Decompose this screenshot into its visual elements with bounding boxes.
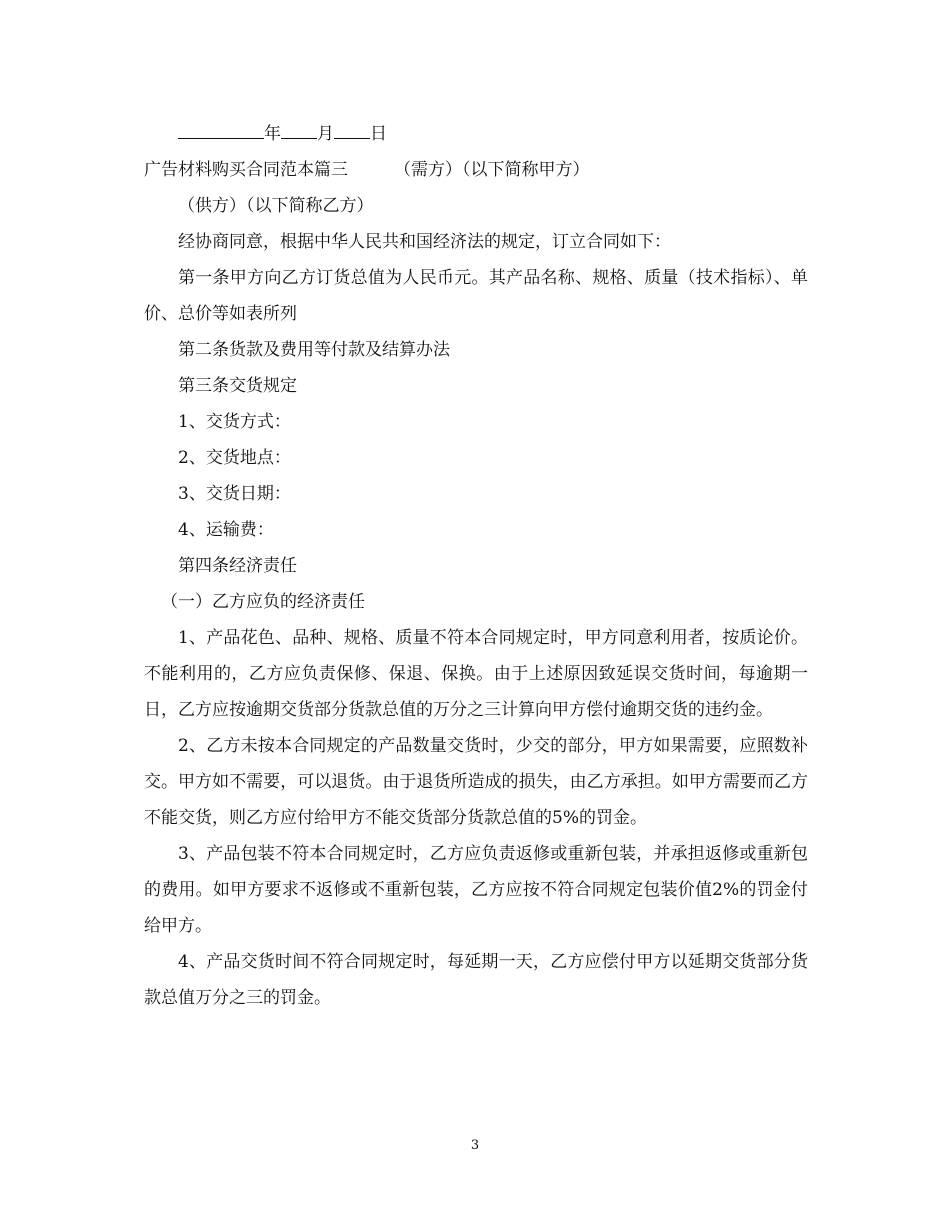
delivery-date: 3、交货日期： [178, 484, 291, 504]
date-line [144, 116, 808, 152]
page-number: 3 [470, 1138, 480, 1153]
document-body [144, 116, 808, 1016]
contract-title: 广告材料购买合同范本篇三 [144, 160, 348, 180]
clause-4-paragraph: 4、产品交货时间不符合同规定时，每延期一天，乙方应偿付甲方以延期交货部分货款总值万分之三的罚金。 [144, 952, 808, 1008]
subsection-1-heading: （一）乙方应负的经济责任 [161, 592, 365, 612]
article-2-heading: 第二条货款及费用等付款及结算办法 [178, 340, 450, 360]
day-char: 日 [370, 124, 387, 144]
intro-paragraph: 经协商同意，根据中华人民共和国经济法的规定，订立合同如下： [178, 232, 671, 252]
title-line [144, 152, 808, 188]
clause-1-paragraph: 1、产品花色、品种、规格、质量不符本合同规定时，甲方同意利用者，按质论价。不能利用的，乙方应负责保修、保退、保换。由于上述原因致延误交货时间，每逾期一日，乙方应按逾期交货部分货款总值的万分之三计算向甲方偿付逾期交货的违约金。 [144, 628, 808, 720]
buyer-label: （需方）（以下简称甲方） [394, 160, 590, 180]
delivery-method: 1、交货方式： [178, 412, 291, 432]
article-4-heading: 第四条经济责任 [178, 556, 297, 576]
month-blank [281, 116, 317, 139]
clause-3-paragraph: 3、产品包装不符本合同规定时，乙方应负责返修或重新包装，并承担返修或重新包的费用。如甲方要求不返修或不重新包装，乙方应按不符合同规定包装价值2%的罚金付给甲方。 [144, 844, 808, 936]
delivery-location: 2、交货地点： [178, 448, 291, 468]
day-blank [334, 116, 370, 139]
article-3-heading: 第三条交货规定 [178, 376, 297, 396]
year-blank [178, 116, 264, 139]
seller-line: （供方）（以下简称乙方） [178, 196, 374, 216]
transport-fee: 4、运输费： [178, 520, 274, 540]
month-char: 月 [317, 124, 334, 144]
article-1-paragraph: 第一条甲方向乙方订货总值为人民币元。其产品名称、规格、质量（技术指标）、单价、总价等如表所列 [144, 268, 808, 324]
clause-2-paragraph: 2、乙方未按本合同规定的产品数量交货时，少交的部分，甲方如果需要，应照数补交。甲方如不需要，可以退货。由于退货所造成的损失，由乙方承担。如甲方需要而乙方不能交货，则乙方应付给甲方不能交货部分货款总值的5%的罚金。 [144, 736, 808, 828]
year-char: 年 [264, 124, 281, 144]
